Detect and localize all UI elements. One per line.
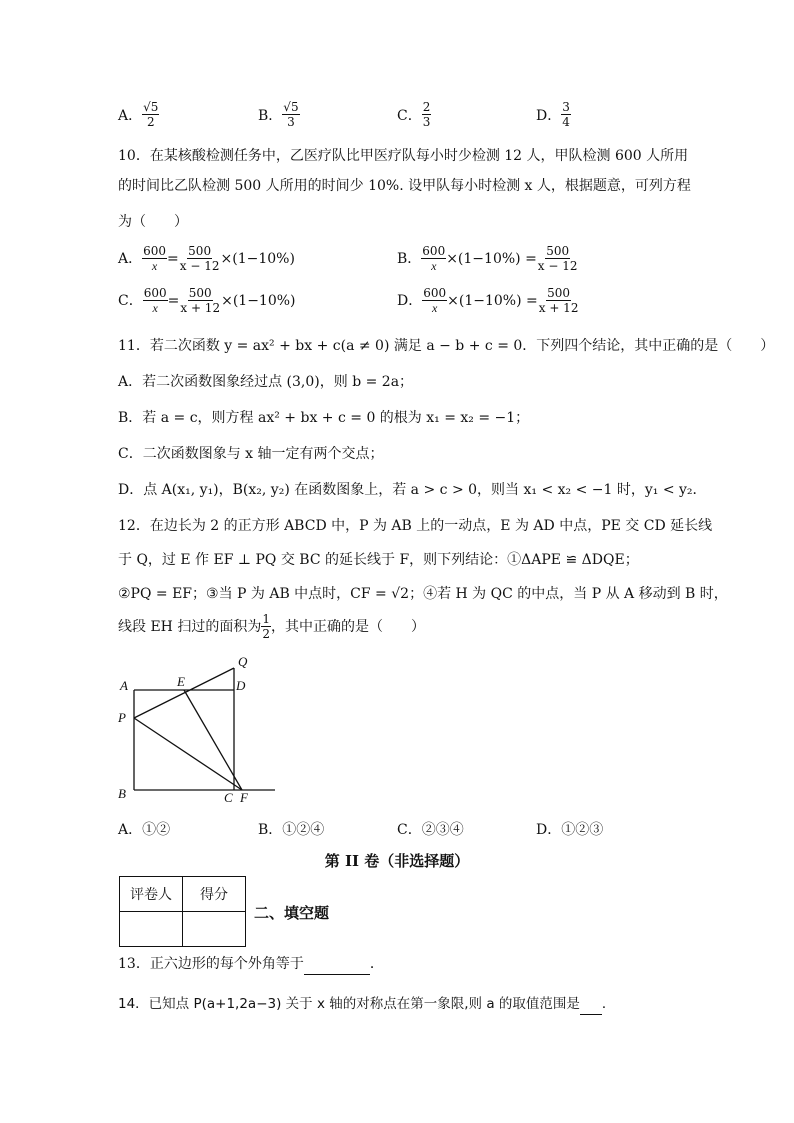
- score-cell: [183, 912, 246, 947]
- q9-option-b: B． $\frac{√5}{3}$: [258, 100, 299, 129]
- q9-option-d: D． $\frac{3}{4}$: [536, 100, 570, 129]
- q10-option-c: C． $\frac{600}{x}$ = $\frac{500}{x + 12}$ ×(1−10%): [118, 286, 296, 315]
- score-header: 得分: [183, 877, 246, 912]
- q10-line2: 的时间比乙队检测 500 人所用的时间少 10%. 设甲队每小时检测 x 人，根据题意，可列方程: [118, 178, 691, 194]
- grader-header: 评卷人: [120, 877, 183, 912]
- q9-option-c: C． $\frac{2}{3}$: [397, 100, 431, 129]
- q12-option-d: D．①②③: [536, 822, 604, 838]
- q11-stem: 11．若二次函数 y = ax² + bx + c(a ≠ 0) 满足 a − b + c = 0．下列四个结论，其中正确的是（ ）: [118, 338, 775, 354]
- q12-line4: 线段 EH 扫过的面积为 $\frac{1}{2}$ ，其中正确的是（ ）: [118, 612, 425, 641]
- grader-cell: [120, 912, 183, 947]
- fill-blank-heading: 二、填空题: [254, 904, 330, 922]
- q12-line3: ②PQ = EF；③当 P 为 AB 中点时，CF = √2；④若 H 为 QC 的中点，当 P 从 A 移动到 B 时，: [118, 586, 728, 602]
- label-b: B: [118, 786, 126, 801]
- q10-option-a: A． $\frac{600}{x}$ = $\frac{500}{x - 12}$ ×(1−10%): [118, 244, 295, 273]
- q12-line1: 12．在边长为 2 的正方形 ABCD 中，P 为 AB 上的一动点，E 为 AD 中点，PE 交 CD 延长线: [118, 518, 713, 534]
- label-e: E: [177, 674, 185, 689]
- segment-pf: [134, 718, 242, 790]
- q11-option-d: D．点 A(x₁, y₁)，B(x₂, y₂) 在函数图象上，若 a > c > 0，则当 x₁ < x₂ < −1 时，y₁ < y₂．: [118, 482, 707, 498]
- q13: 13．正六边形的每个外角等于 ．: [118, 954, 384, 975]
- q11-option-b: B．若 a = c，则方程 ax² + bx + c = 0 的根为 x₁ = x₂ = −1；: [118, 410, 530, 426]
- label-c: C: [224, 790, 233, 805]
- label-q: Q: [238, 654, 248, 669]
- q14-answer-blank[interactable]: [580, 994, 602, 1015]
- q11-option-a: A．若二次函数图象经过点 (3,0)，则 b = 2a；: [118, 374, 414, 390]
- section-title: 第 II 卷（非选择题）: [324, 852, 470, 870]
- q12-figure: [110, 650, 290, 810]
- q13-answer-blank[interactable]: [304, 954, 370, 975]
- q9-option-a: A． $\frac{√5}{2}$: [118, 100, 159, 129]
- q12-option-c: C．②③④: [397, 822, 464, 838]
- q12-option-b: B．①②④: [258, 822, 325, 838]
- label-d: D: [236, 678, 246, 693]
- q11-option-c: C．二次函数图象与 x 轴一定有两个交点；: [118, 446, 384, 462]
- q10-line3: 为（ ）: [118, 214, 188, 230]
- q12-option-a: A．①②: [118, 822, 171, 838]
- q10-option-d: D． $\frac{600}{x}$ ×(1−10%) = $\frac{500}{x + 12}$: [397, 286, 579, 315]
- q10-line1: 10．在某核酸检测任务中，乙医疗队比甲医疗队每小时少检测 12 人，甲队检测 600 人所用: [118, 148, 689, 164]
- q14: 14．已知点 P(a+1,2a−3) 关于 x 轴的对称点在第一象限,则 a 的取值范围是 ．: [118, 994, 615, 1015]
- segment-ef: [184, 690, 242, 790]
- q12-line2: 于 Q，过 E 作 EF ⊥ PQ 交 BC 的延长线于 F，则下列结论：①ΔAPE ≌ ΔDQE；: [118, 552, 639, 568]
- grading-table: [119, 876, 246, 947]
- label-f: F: [240, 790, 248, 805]
- label-a: A: [120, 678, 128, 693]
- q10-option-b: B． $\frac{600}{x}$ ×(1−10%) = $\frac{500}{x - 12}$: [397, 244, 578, 273]
- label-p: P: [118, 710, 126, 725]
